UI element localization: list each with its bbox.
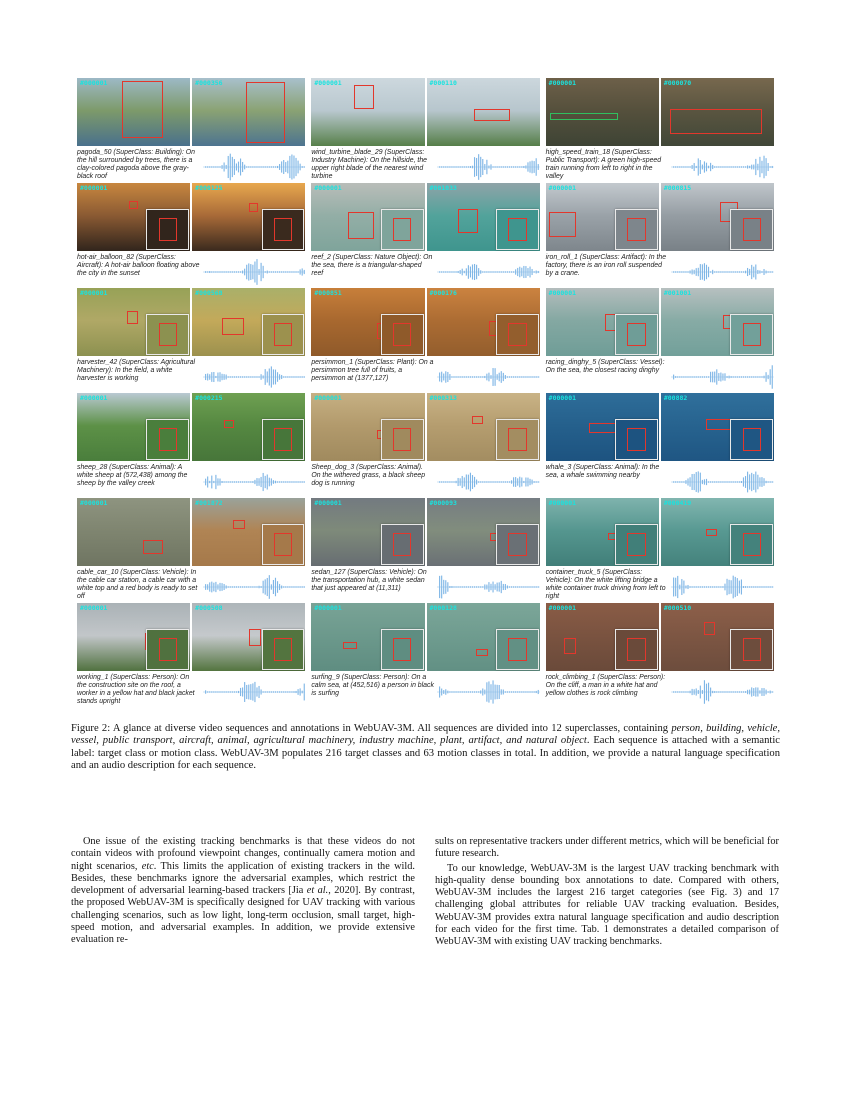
sequence-caption: wind_turbine_blade_29 (SuperClass: Industry Machine): On the hillside, the upper right blade of the nearest wind turbine [311,149,427,180]
frame-number-label: #001033 [429,184,457,192]
frame-number-label: #000001 [314,499,342,507]
sequence-caption: reef_2 (SuperClass: Nature Object): On the sea, there is a triangular-shaped reef [311,254,433,277]
body-paragraph [435,836,779,861]
caption-waveform-row [311,464,539,499]
frame-number-label: #000125 [195,184,223,192]
target-bbox [127,311,138,324]
sequence-cell [546,498,774,603]
frame-pair [546,78,774,146]
sequence-cell [311,393,539,498]
frame-pair [311,183,539,251]
text-segment: , 2020]. By contrast, the proposed WebUAV-3M is specifically designed for UAV tracking with various challenging scenarios, such as low light, long-term occlusion, small target, high-speed motion, and adversarial examples. In addition, we provide extensive evaluation re- [71,885,415,946]
frame-number-label: #000001 [314,604,342,612]
zoom-inset [615,629,658,670]
sequence-caption: working_1 (SuperClass: Person): On the construction site on the roof, a worker in a yellow hat and black jacket stands upright [77,674,195,705]
inset-target-bbox [393,428,411,451]
zoom-inset [730,314,773,355]
frame-number-label: #000510 [663,604,692,612]
frame-number-label: #001001 [663,289,692,297]
sequence-caption: iron_roll_1 (SuperClass: Artifact): In the factory, there is an iron roll suspended by a crane. [545,254,667,277]
frame-pair [546,183,774,251]
target-bbox [233,520,245,529]
target-bbox [224,420,234,428]
caption-waveform-row [311,359,539,394]
video-frame-thumbnail [192,288,305,356]
caption-waveform-row [311,149,539,184]
sequence-caption: persimmon_1 (SuperClass: Plant): On a persimmon tree full of fruits, a persimmon at (1377,127) [311,359,434,382]
inset-target-bbox [393,323,411,346]
caption-waveform-row [311,674,539,709]
inset-target-bbox [627,218,645,241]
audio-waveform [203,570,306,604]
audio-waveform [203,150,306,184]
zoom-inset [146,209,189,250]
frame-pair [77,288,305,356]
inset-target-bbox [627,323,645,346]
audio-waveform [437,570,540,604]
audio-waveform [203,675,306,709]
zoom-inset [262,209,305,250]
frame-number-label: #001872 [195,499,223,507]
sequence-caption: whale_3 (SuperClass: Animal): In the sea, a whale swimming nearby [545,464,660,479]
frame-number-label: #000001 [80,394,108,402]
target-bbox [564,638,576,654]
zoom-inset [496,419,539,460]
video-frame-thumbnail [661,78,774,146]
frame-number-label: #000070 [663,79,692,87]
sequence-cell [77,498,305,603]
frame-pair [546,393,774,461]
frame-number-label: #000419 [663,499,692,507]
zoom-inset [381,524,424,565]
inset-target-bbox [393,533,411,556]
zoom-inset [730,209,773,250]
caption-waveform-row [546,149,774,184]
caption-waveform-row [77,464,305,499]
frame-number-label: #000128 [429,604,457,612]
target-bbox [472,416,483,424]
zoom-inset [730,524,773,565]
zoom-inset [262,629,305,670]
sequence-cell [546,603,774,713]
figure-caption [71,723,780,773]
frame-pair [77,603,305,671]
caption-waveform-row [311,254,539,289]
video-frame-thumbnail [546,603,659,671]
sequence-cell [311,288,539,393]
text-segment: . Each sequence is attached with a semantic label: target class or motion class. WebUAV-3M populates 216 target classes and 63 motion classes in total. In addition, we provide a natural language specification and an audio description for each sequence. [71,735,781,772]
frame-number-label: #000176 [429,289,457,297]
sequence-caption: hot-air_balloon_82 (SuperClass: Aircraft): A hot-air balloon floating above the city in the sunset [77,254,200,277]
caption-waveform-row [546,359,774,394]
zoom-inset [146,314,189,355]
audio-waveform [671,570,774,604]
zoom-inset [262,314,305,355]
target-bbox [458,209,478,233]
frame-number-label: #000001 [80,499,108,507]
zoom-inset [615,524,658,565]
frame-number-label: #000001 [548,79,577,87]
zoom-inset [730,419,773,460]
italic-text-segment: et al. [306,885,329,897]
target-bbox [143,540,163,554]
frame-number-label: #000313 [429,394,457,402]
video-frame-thumbnail [661,288,774,356]
caption-waveform-row [77,359,305,394]
video-frame-thumbnail [192,78,305,146]
target-bbox [704,622,715,635]
zoom-inset [146,629,189,670]
target-bbox [706,419,733,430]
target-bbox [549,212,576,237]
video-frame-thumbnail [661,183,774,251]
frame-pair [311,393,539,461]
sequence-cell [311,183,539,288]
inset-target-bbox [159,638,177,661]
inset-target-bbox [743,218,761,241]
audio-waveform [203,360,306,394]
frame-number-label: #000568 [195,289,223,297]
caption-waveform-row [77,674,305,709]
sequence-caption: rock_climbing_1 (SuperClass: Person): On the cliff, a man in a white hat and yellow clothes is rock climbing [545,674,666,697]
video-frame-thumbnail [546,78,659,146]
frame-pair [546,288,774,356]
video-frame-thumbnail [192,393,305,461]
inset-target-bbox [159,218,177,241]
sequence-caption: high_speed_train_18 (SuperClass: Public Transport): A green high-speed train running from left to right in the valley [545,149,662,180]
body-paragraph [435,863,779,949]
caption-waveform-row [546,254,774,289]
sequence-cell [311,603,539,713]
frame-number-label: #000508 [195,604,223,612]
frame-number-label: #000356 [195,79,223,87]
target-bbox [122,81,162,139]
video-frame-thumbnail [77,603,190,671]
video-frame-thumbnail [546,183,659,251]
target-bbox [249,629,261,646]
video-frame-thumbnail [546,288,659,356]
sequence-cell [546,393,774,498]
zoom-inset [496,629,539,670]
inset-target-bbox [274,428,292,451]
audio-waveform [437,675,540,709]
inset-target-bbox [274,533,292,556]
caption-waveform-row [546,464,774,499]
frame-number-label: #000001 [80,184,108,192]
frame-pair [546,498,774,566]
video-frame-thumbnail [427,603,540,671]
zoom-inset [381,419,424,460]
inset-target-bbox [274,323,292,346]
inset-target-bbox [159,428,177,451]
sequence-caption: container_truck_5 (SuperClass: Vehicle): On the white lifting bridge a white container truck driving from left to right [545,569,666,600]
frame-pair [77,183,305,251]
inset-target-bbox [743,638,761,661]
inset-target-bbox [508,638,526,661]
video-frame-thumbnail [77,393,190,461]
text-segment: . This limits the application of existing trackers in the wild. Besides, these benchmarks ignore the adversarial examples, which restrict the development of adversarial learning-based trackers [Jia [71,860,416,897]
sequence-caption: racing_dinghy_5 (SuperClass: Vessel): On the sea, the closest racing dinghy [545,359,665,374]
inset-target-bbox [274,638,292,661]
sequence-cell [77,288,305,393]
video-frame-thumbnail [311,183,424,251]
frame-pair [77,393,305,461]
frame-number-label: #000001 [314,184,342,192]
video-frame-thumbnail [661,498,774,566]
video-frame-thumbnail [427,393,540,461]
audio-waveform [671,675,774,709]
frame-number-label: #000001 [80,604,108,612]
inset-target-bbox [508,533,526,556]
inset-target-bbox [393,218,411,241]
body-column-right [435,836,779,949]
caption-waveform-row [546,674,774,709]
frame-number-label: #000110 [429,79,457,87]
zoom-inset [730,629,773,670]
inset-target-bbox [274,218,292,241]
frame-number-label: #000215 [195,394,223,402]
sequence-cell [77,183,305,288]
video-frame-thumbnail [77,78,190,146]
frame-number-label: #000001 [80,79,108,87]
sequence-cell [77,603,305,713]
audio-waveform [671,360,774,394]
frame-number-label: #000001 [548,289,577,297]
video-frame-thumbnail [311,498,424,566]
sequence-caption: pagoda_50 (SuperClass: Building): On the hill surrounded by trees, there is a clay-colored pagoda above the gray-black roof [77,149,195,180]
video-frame-thumbnail [661,603,774,671]
video-frame-thumbnail [77,288,190,356]
frame-number-label: #000001 [548,184,577,192]
text-segment: One issue of the existing tracking benchmarks is that these videos do not contain videos with profound viewpoint changes, continually camera motion and night scenarios, [71,836,415,872]
frame-pair [311,288,539,356]
inset-target-bbox [627,638,645,661]
audio-waveform [437,255,540,289]
body-text-columns [71,836,780,949]
frame-pair [311,603,539,671]
frame-pair [546,603,774,671]
sequence-cell [546,78,774,183]
audio-waveform [671,150,774,184]
sequence-cell [546,183,774,288]
zoom-inset [615,209,658,250]
zoom-inset [496,524,539,565]
inset-target-bbox [743,533,761,556]
video-frame-thumbnail [311,603,424,671]
target-bbox [249,203,258,212]
italic-text-segment: etc [141,860,154,872]
frame-number-label: #000001 [548,604,577,612]
zoom-inset [381,629,424,670]
target-bbox [129,201,138,210]
sequence-cell [311,498,539,603]
video-frame-thumbnail [546,393,659,461]
target-bbox [476,649,488,656]
video-frame-thumbnail [192,498,305,566]
inset-target-bbox [159,323,177,346]
sequence-caption: harvester_42 (SuperClass: Agricultural Machinery): In the field, a white harvester is working [77,359,196,382]
zoom-inset [262,524,305,565]
body-paragraph [71,836,415,947]
audio-waveform [203,255,306,289]
video-frame-thumbnail [192,603,305,671]
audio-waveform [203,465,306,499]
video-frame-thumbnail [77,183,190,251]
sequence-caption: Sheep_dog_3 (SuperClass: Animal). On the withered grass, a black sheep dog is running [311,464,426,487]
frame-pair [77,78,305,146]
target-bbox [670,109,763,134]
inset-target-bbox [627,533,645,556]
caption-waveform-row [546,569,774,604]
target-bbox [348,212,375,240]
audio-waveform [671,255,774,289]
audio-waveform [437,360,540,394]
video-frame-thumbnail [311,288,424,356]
frame-number-label: #000001 [548,394,577,402]
sequence-caption: sedan_127 (SuperClass: Vehicle): On the transportation hub, a white sedan that just appeared at (11,311) [311,569,427,592]
audio-waveform [437,465,540,499]
frame-number-label: #000001 [314,79,342,87]
video-frame-thumbnail [427,183,540,251]
zoom-inset [146,419,189,460]
target-bbox [550,113,618,120]
inset-target-bbox [393,638,411,661]
audio-waveform [671,465,774,499]
sequence-cell [546,288,774,393]
target-bbox [343,642,357,649]
target-bbox [246,82,284,142]
italic-text-segment: person, building, vehicle, vessel, public transport, aircraft, animal, agricultural machinery, industry machine, plant, artifact, and natural object [71,723,780,747]
caption-waveform-row [77,149,305,184]
video-frame-thumbnail [427,498,540,566]
video-frame-thumbnail [427,78,540,146]
caption-waveform-row [77,569,305,604]
frame-pair [311,78,539,146]
inset-target-bbox [627,428,645,451]
frame-number-label: #000001 [548,499,577,507]
frame-number-label: #00882 [663,394,688,402]
sequence-caption: surfing_9 (SuperClass: Person): On a calm sea, at (452,516) a person in black is surfing [311,674,434,697]
inset-target-bbox [508,323,526,346]
frame-number-label: #000001 [314,394,342,402]
zoom-inset [496,314,539,355]
inset-target-bbox [743,323,761,346]
zoom-inset [615,314,658,355]
sequence-cell [311,78,539,183]
zoom-inset [496,209,539,250]
target-bbox [706,529,717,536]
sequence-cell [77,78,305,183]
frame-number-label: #000851 [314,289,342,297]
caption-waveform-row [311,569,539,604]
sequence-caption: sheep_28 (SuperClass: Animal): A white sheep at (572,438) among the sheep by the valley creek [77,464,188,487]
frame-pair [77,498,305,566]
video-frame-thumbnail [311,393,424,461]
frame-number-label: #000815 [663,184,692,192]
video-frame-thumbnail [427,288,540,356]
frame-number-label: #000093 [429,499,457,507]
video-frame-thumbnail [192,183,305,251]
inset-target-bbox [508,428,526,451]
sequence-caption: cable_car_10 (SuperClass: Vehicle): In the cable car station, a cable car with a white top and a red body is ready to set off [77,569,198,600]
target-bbox [354,85,374,109]
video-frame-thumbnail [546,498,659,566]
frame-pair [311,498,539,566]
body-column-left [71,836,415,949]
zoom-inset [381,209,424,250]
text-segment: sults on representative trackers under different metrics, which will be beneficial for future research. [435,836,779,860]
caption-waveform-row [77,254,305,289]
zoom-inset [262,419,305,460]
text-segment: To our knowledge, WebUAV-3M is the largest UAV tracking benchmark with high-quality dense bounding box annotations to date. Compared with others, WebUAV-3M includes the largest 216 target categories (see Fig. 3) and 17 challenging global attributes for reliable UAV tracking evaluation. Besides, WebUAV-3M provides extra natural language specification and audio description for each video for the first time. Tab. 1 demonstrates a detailed comparison of WebUAV-3M with existing UAV tracking benchmarks. [435,862,779,948]
zoom-inset [615,419,658,460]
video-frame-thumbnail [661,393,774,461]
zoom-inset [381,314,424,355]
video-frame-thumbnail [311,78,424,146]
sequence-cell [77,393,305,498]
target-bbox [474,109,510,121]
audio-waveform [437,150,540,184]
inset-target-bbox [743,428,761,451]
video-frame-thumbnail [77,498,190,566]
text-segment: Figure 2: A glance at diverse video sequences and annotations in WebUAV-3M. All sequences are divided into 12 superclasses, containing [71,723,672,734]
inset-target-bbox [508,218,526,241]
target-bbox [222,318,244,335]
figure-2-sequence-grid [77,78,774,713]
frame-number-label: #000001 [80,289,108,297]
